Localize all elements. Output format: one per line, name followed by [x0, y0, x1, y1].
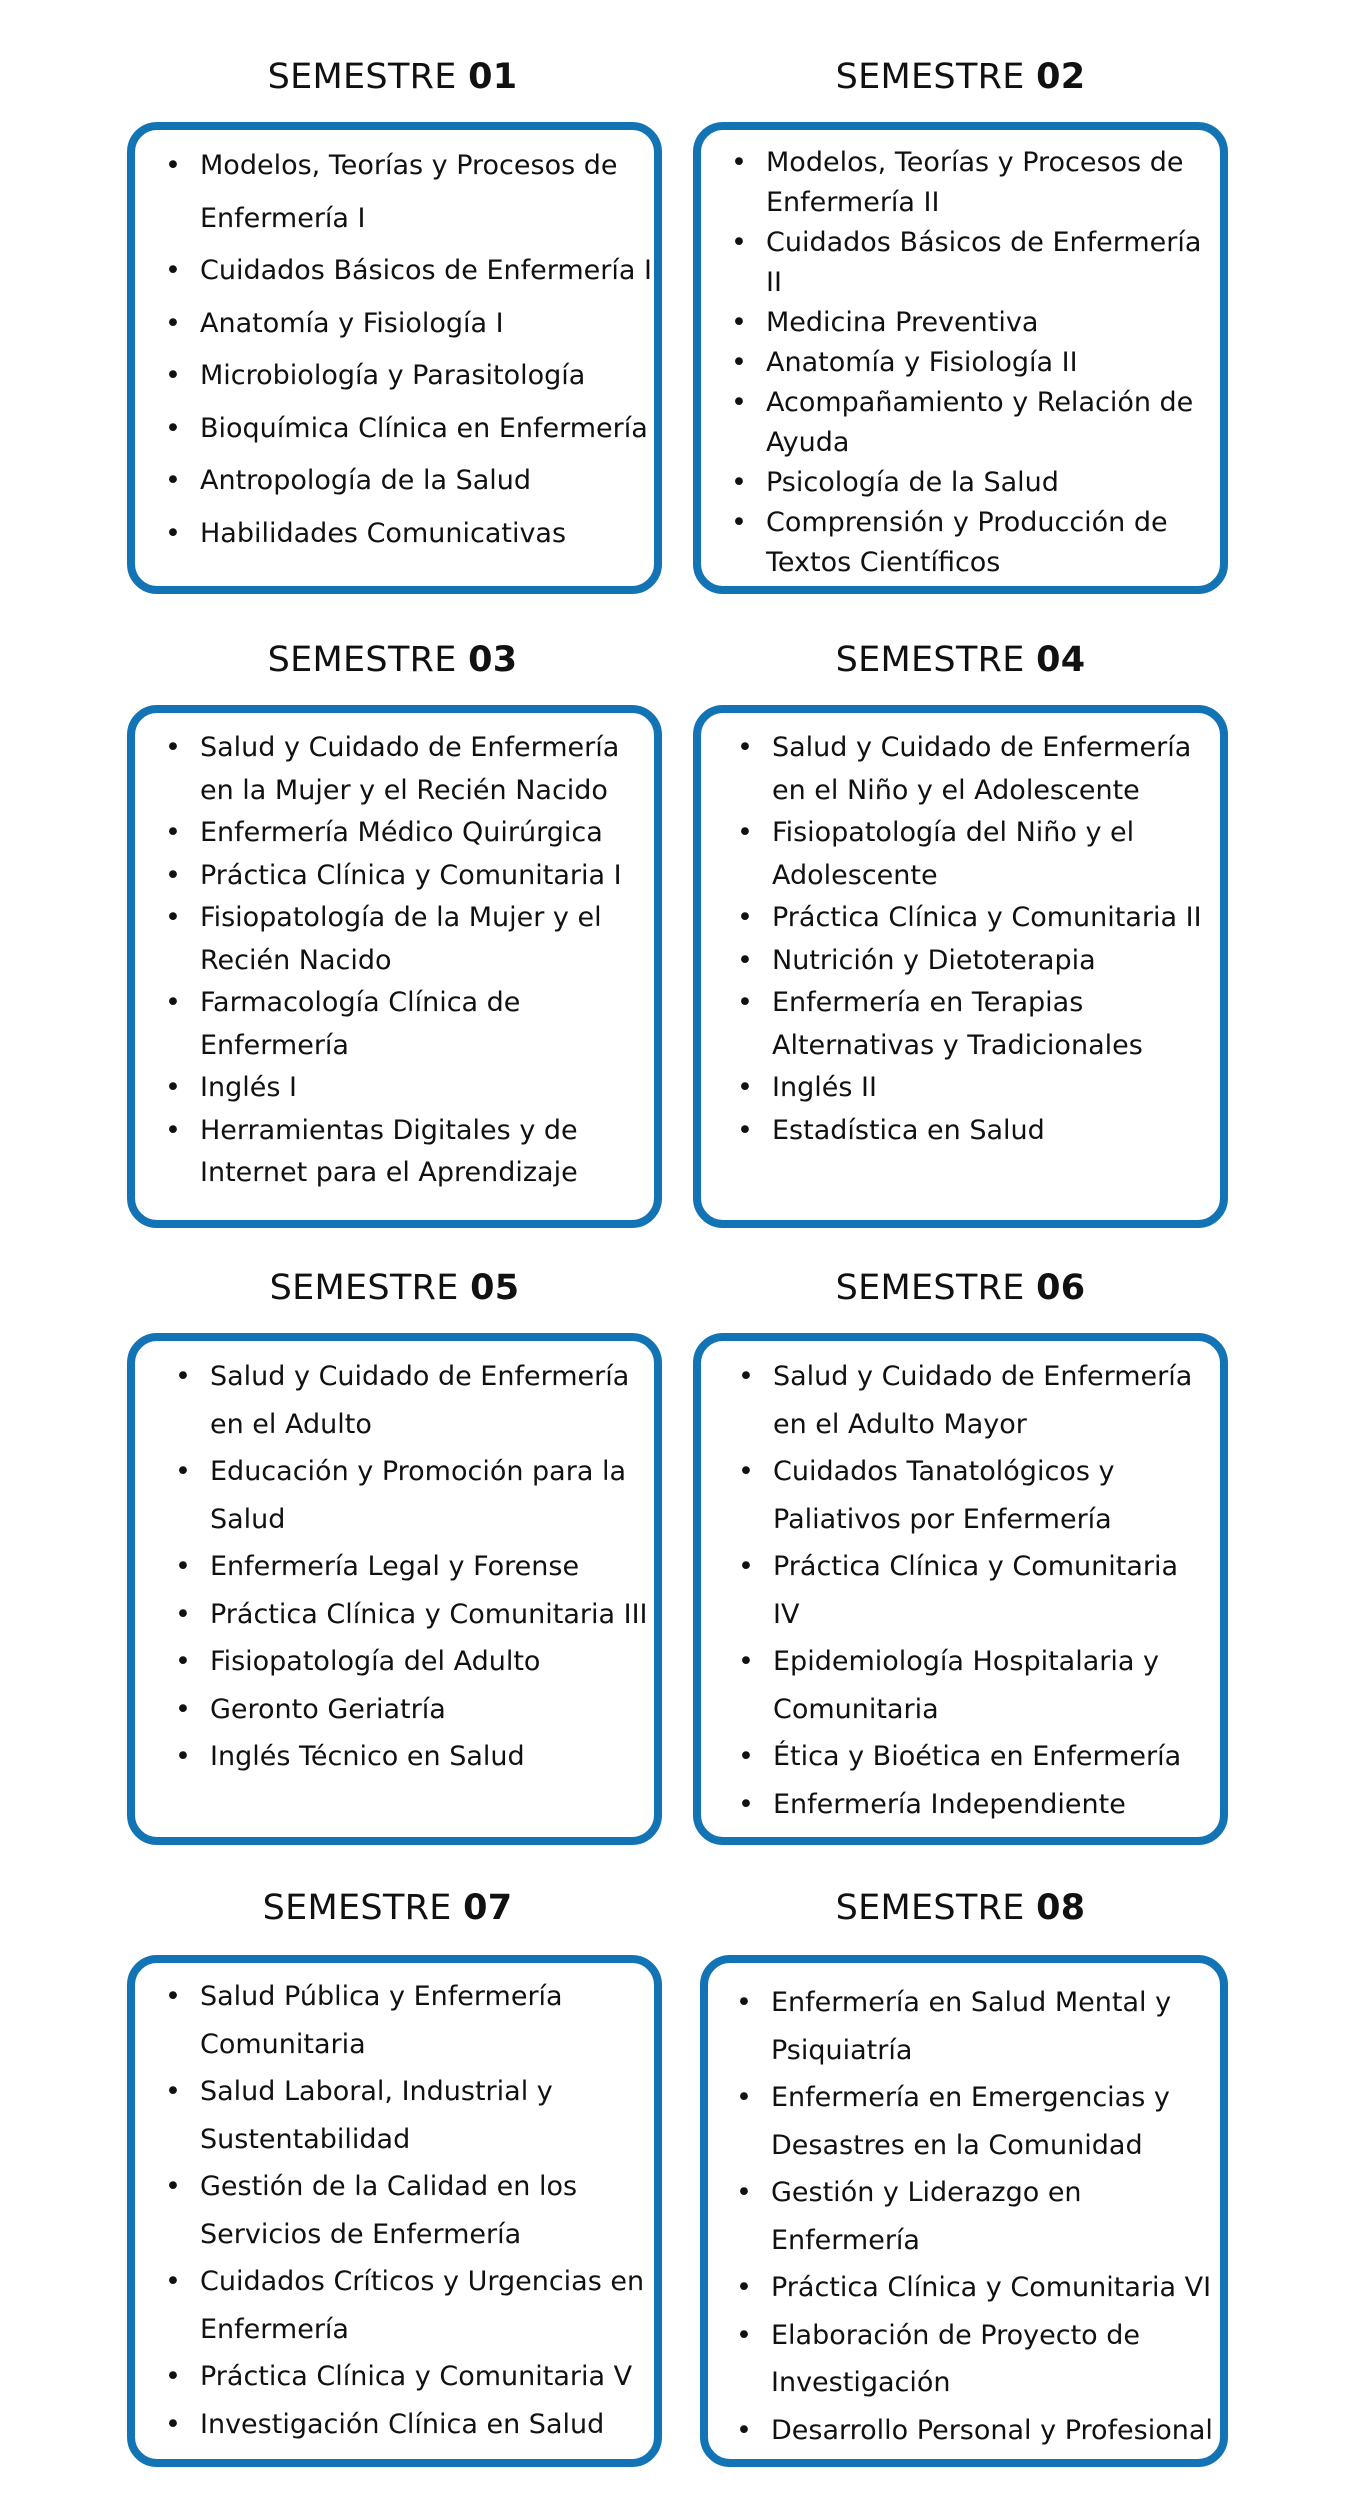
course-name-line: Enfermería en Emergencias y [771, 2082, 1170, 2113]
course-name-line: Desarrollo Personal y Profesional [771, 2414, 1213, 2446]
course-item [718, 1638, 1210, 1733]
course-item [145, 2401, 644, 2449]
course-name-line: en el Niño y el Adolescente [772, 774, 1140, 806]
course-name-line: Enfermería Legal y Forense [210, 1551, 580, 1582]
course-item [145, 2068, 644, 2163]
course-item [145, 727, 644, 812]
bullet-icon: • [165, 902, 181, 933]
course-name-line: Enfermería [771, 2224, 920, 2256]
course-name-line: Salud Pública y Enfermería [200, 1981, 563, 2012]
bullet-icon: • [738, 1551, 754, 1582]
course-item [145, 1973, 644, 2068]
course-name-line: Epidemiología Hospitalaria y [773, 1646, 1159, 1677]
bullet-icon: • [175, 1456, 191, 1487]
course-name-line: Práctica Clínica y Comunitaria II [772, 902, 1202, 933]
course-item [145, 140, 644, 245]
semester-label: SEMESTRE [267, 57, 457, 97]
course-name-line: Psicología de la Salud [766, 467, 1059, 498]
course-item [155, 1591, 648, 1639]
semester-05-card [127, 1333, 662, 1845]
bullet-icon: • [737, 902, 753, 933]
semester-label: SEMESTRE [835, 640, 1025, 680]
course-name-line: Práctica Clínica y Comunitaria [773, 1551, 1179, 1582]
course-item [155, 1686, 644, 1734]
course-name-line: Herramientas Digitales y de [200, 1114, 578, 1146]
bullet-icon: • [165, 360, 181, 391]
course-list [145, 727, 644, 1195]
course-item [145, 455, 644, 508]
course-item [716, 2312, 1210, 2407]
course-item [155, 1448, 644, 1543]
course-name-line: Práctica Clínica y Comunitaria V [200, 2361, 633, 2392]
bullet-icon: • [731, 387, 747, 418]
course-item [718, 1781, 1210, 1829]
bullet-icon: • [165, 150, 181, 181]
bullet-icon: • [175, 1741, 191, 1772]
course-name-line: Sustentabilidad [200, 2123, 411, 2155]
bullet-icon: • [165, 1072, 181, 1103]
course-name-line: Habilidades Comunicativas [200, 517, 567, 549]
course-name-line: Inglés Técnico en Salud [210, 1741, 525, 1772]
bullet-icon: • [731, 147, 747, 178]
bullet-icon: • [165, 2076, 181, 2107]
course-name-line: Enfermería [200, 2313, 349, 2345]
course-name-line: Ayuda [766, 427, 850, 458]
course-name-line: II [766, 267, 782, 298]
course-name-line: Bioquímica Clínica en Enfermería [200, 412, 648, 444]
course-name-line: Salud [210, 1503, 286, 1535]
course-name-line: Investigación Clínica en Salud [200, 2408, 605, 2440]
bullet-icon: • [175, 1646, 191, 1677]
bullet-icon: • [175, 1551, 191, 1582]
bullet-icon: • [736, 2177, 752, 2208]
course-item [145, 855, 644, 898]
course-item [716, 2074, 1210, 2169]
course-name-line: Cuidados Básicos de Enfermería I [200, 255, 652, 286]
course-name-line: Ética y Bioética en Enfermería [773, 1741, 1182, 1772]
course-name-line: Desastres en la Comunidad [771, 2129, 1143, 2161]
course-item [711, 343, 1210, 383]
semester-number: 03 [468, 640, 518, 680]
course-name-line: Enfermería en Terapias [772, 987, 1084, 1018]
semester-07-title [120, 1888, 655, 1928]
course-name-line: Cuidados Críticos y Urgencias en [200, 2266, 645, 2297]
semester-number: 08 [1036, 1888, 1086, 1928]
semester-02-title [693, 57, 1228, 97]
course-item [717, 1067, 1210, 1110]
semester-02-card [693, 122, 1228, 594]
semester-label: SEMESTRE [269, 1268, 459, 1308]
course-name-line: Elaboración de Proyecto de [771, 2319, 1141, 2351]
semester-label: SEMESTRE [835, 1268, 1025, 1308]
bullet-icon: • [737, 817, 753, 848]
course-item [718, 1353, 1210, 1448]
bullet-icon: • [737, 732, 753, 763]
semester-06-title [693, 1268, 1228, 1308]
bullet-icon: • [737, 944, 753, 976]
course-name-line: Adolescente [772, 859, 938, 891]
semester-number: 02 [1036, 57, 1086, 97]
semester-number: 06 [1036, 1268, 1086, 1308]
course-name-line: Microbiología y Parasitología [200, 360, 586, 391]
semester-label: SEMESTRE [267, 640, 457, 680]
course-name-line: Enfermería I [200, 202, 366, 234]
course-name-line: Comprensión y Producción de [766, 507, 1168, 538]
course-name-line: Enfermería Médico Quirúrgica [200, 817, 603, 848]
semester-03-card [127, 705, 662, 1228]
course-name-line: Fisiopatología del Adulto [210, 1646, 541, 1677]
semester-01-card [127, 122, 662, 594]
course-item [145, 1110, 644, 1195]
course-item [145, 508, 644, 561]
bullet-icon: • [736, 2319, 752, 2351]
bullet-icon: • [165, 859, 181, 891]
course-name-line: en el Adulto Mayor [773, 1408, 1027, 1440]
course-name-line: en la Mujer y el Recién Nacido [200, 774, 608, 806]
course-name-line: Geronto Geriatría [210, 1693, 446, 1725]
course-item [716, 2407, 1213, 2455]
course-item [716, 2169, 1210, 2264]
course-name-line: Enfermería en Salud Mental y [771, 1987, 1172, 2018]
bullet-icon: • [165, 412, 181, 444]
course-name-line: Nutrición y Dietoterapia [772, 944, 1096, 976]
course-list [145, 1973, 644, 2448]
course-list [711, 143, 1210, 583]
course-name-line: Anatomía y Fisiología II [766, 347, 1078, 378]
course-name-line: Práctica Clínica y Comunitaria I [200, 859, 622, 891]
course-item [711, 463, 1210, 503]
course-name-line: Textos Científicos [766, 547, 1001, 578]
course-list [145, 140, 652, 560]
bullet-icon: • [738, 1741, 754, 1772]
course-name-line: Psiquiatría [771, 2034, 913, 2066]
course-name-line: Investigación [771, 2367, 951, 2398]
bullet-icon: • [165, 2266, 181, 2297]
semester-05-title [127, 1268, 662, 1308]
semester-04-card [693, 705, 1228, 1228]
course-item [711, 223, 1210, 303]
bullet-icon: • [736, 1987, 752, 2018]
bullet-icon: • [165, 1981, 181, 2012]
course-item [711, 383, 1210, 463]
bullet-icon: • [175, 1598, 191, 1630]
course-item [718, 1543, 1210, 1638]
bullet-icon: • [737, 987, 753, 1018]
course-item [155, 1638, 644, 1686]
bullet-icon: • [736, 2272, 752, 2303]
course-name-line: Fisiopatología del Niño y el [772, 817, 1135, 848]
course-item [717, 940, 1210, 983]
bullet-icon: • [737, 1114, 753, 1146]
course-item [718, 1733, 1210, 1781]
course-item [711, 503, 1210, 583]
bullet-icon: • [175, 1361, 191, 1392]
course-name-line: Medicina Preventiva [766, 307, 1039, 338]
bullet-icon: • [165, 465, 181, 496]
course-item [711, 143, 1210, 223]
course-name-line: Alternativas y Tradicionales [772, 1029, 1143, 1061]
bullet-icon: • [731, 467, 747, 498]
course-name-line: Internet para el Aprendizaje [200, 1157, 578, 1188]
course-list [155, 1353, 648, 1781]
bullet-icon: • [165, 2361, 181, 2392]
course-name-line: Acompañamiento y Relación de [766, 387, 1194, 418]
course-item [717, 897, 1210, 940]
course-item [155, 1353, 644, 1448]
semester-label: SEMESTRE [835, 57, 1025, 97]
bullet-icon: • [165, 817, 181, 848]
bullet-icon: • [165, 987, 181, 1018]
course-item [717, 812, 1210, 897]
bullet-icon: • [737, 1072, 753, 1103]
course-item [716, 2264, 1210, 2312]
course-name-line: Farmacología Clínica de [200, 987, 521, 1018]
course-name-line: Comunitaria [773, 1693, 939, 1725]
course-name-line: Fisiopatología de la Mujer y el [200, 902, 602, 933]
bullet-icon: • [731, 347, 747, 378]
course-item [145, 2258, 644, 2353]
bullet-icon: • [165, 2408, 181, 2440]
course-name-line: Paliativos por Enfermería [773, 1503, 1112, 1535]
course-name-line: Enfermería [200, 1029, 349, 1061]
course-name-line: Gestión y Liderazgo en [771, 2177, 1082, 2208]
course-name-line: Recién Nacido [200, 944, 392, 976]
bullet-icon: • [165, 255, 181, 286]
semester-label: SEMESTRE [835, 1888, 1025, 1928]
course-item [145, 812, 644, 855]
course-item [155, 1733, 644, 1781]
course-name-line: Comunitaria [200, 2028, 366, 2060]
course-list [716, 1979, 1213, 2454]
course-name-line: Práctica Clínica y Comunitaria III [210, 1598, 648, 1630]
course-item [145, 982, 644, 1067]
course-name-line: Modelos, Teorías y Procesos de [766, 147, 1184, 178]
course-name-line: en el Adulto [210, 1408, 372, 1440]
bullet-icon: • [165, 2171, 181, 2202]
course-name-line: Educación y Promoción para la [210, 1456, 626, 1487]
course-name-line: Estadística en Salud [772, 1114, 1045, 1146]
course-item [145, 1067, 644, 1110]
course-name-line: IV [773, 1598, 800, 1630]
course-list [717, 727, 1210, 1152]
bullet-icon: • [738, 1456, 754, 1487]
semester-number: 04 [1036, 640, 1086, 680]
course-name-line: Salud y Cuidado de Enfermería [773, 1361, 1193, 1392]
semester-04-title [693, 640, 1228, 680]
semester-03-title [125, 640, 660, 680]
course-name-line: Práctica Clínica y Comunitaria VI [771, 2272, 1212, 2303]
course-item [155, 1543, 644, 1591]
bullet-icon: • [165, 732, 181, 763]
semester-08-card [700, 1955, 1228, 2467]
course-name-line: Inglés II [772, 1072, 877, 1103]
course-name-line: Salud Laboral, Industrial y [200, 2076, 553, 2107]
semester-08-title [693, 1888, 1228, 1928]
course-item [145, 2353, 644, 2401]
semester-07-card [127, 1955, 662, 2467]
semester-01-title [125, 57, 660, 97]
course-name-line: Enfermería II [766, 187, 940, 218]
course-name-line: Salud y Cuidado de Enfermería [210, 1361, 630, 1392]
course-name-line: Servicios de Enfermería [200, 2218, 522, 2250]
bullet-icon: • [165, 517, 181, 549]
course-item [145, 403, 648, 456]
course-item [145, 897, 644, 982]
course-item [145, 350, 644, 403]
bullet-icon: • [738, 1361, 754, 1392]
course-name-line: Antropología de la Salud [200, 465, 532, 496]
course-name-line: Cuidados Tanatológicos y [773, 1456, 1115, 1487]
course-item [716, 1979, 1210, 2074]
bullet-icon: • [731, 507, 747, 538]
semester-number: 01 [468, 57, 518, 97]
course-name-line: Gestión de la Calidad en los [200, 2171, 578, 2202]
course-item [718, 1448, 1210, 1543]
semester-number: 05 [470, 1268, 520, 1308]
bullet-icon: • [175, 1693, 191, 1725]
course-item [717, 982, 1210, 1067]
course-name-line: Enfermería Independiente [773, 1788, 1126, 1820]
course-item [145, 245, 652, 298]
course-name-line: Salud y Cuidado de Enfermería [772, 732, 1192, 763]
bullet-icon: • [736, 2414, 752, 2446]
semester-label: SEMESTRE [262, 1888, 452, 1928]
course-item [711, 303, 1210, 343]
course-item [145, 298, 644, 351]
course-name-line: Cuidados Básicos de Enfermería [766, 227, 1202, 258]
bullet-icon: • [738, 1788, 754, 1820]
course-name-line: Anatomía y Fisiología I [200, 307, 504, 339]
course-list [718, 1353, 1210, 1828]
semester-06-card [693, 1333, 1228, 1845]
course-name-line: Inglés I [200, 1072, 297, 1103]
course-item [717, 1110, 1210, 1153]
course-item [717, 727, 1210, 812]
bullet-icon: • [165, 307, 181, 339]
semester-number: 07 [463, 1888, 513, 1928]
course-name-line: Modelos, Teorías y Procesos de [200, 150, 618, 181]
bullet-icon: • [736, 2082, 752, 2113]
course-name-line: Salud y Cuidado de Enfermería [200, 732, 620, 763]
bullet-icon: • [731, 307, 747, 338]
bullet-icon: • [738, 1646, 754, 1677]
course-item [145, 2163, 644, 2258]
bullet-icon: • [165, 1114, 181, 1146]
bullet-icon: • [731, 227, 747, 258]
